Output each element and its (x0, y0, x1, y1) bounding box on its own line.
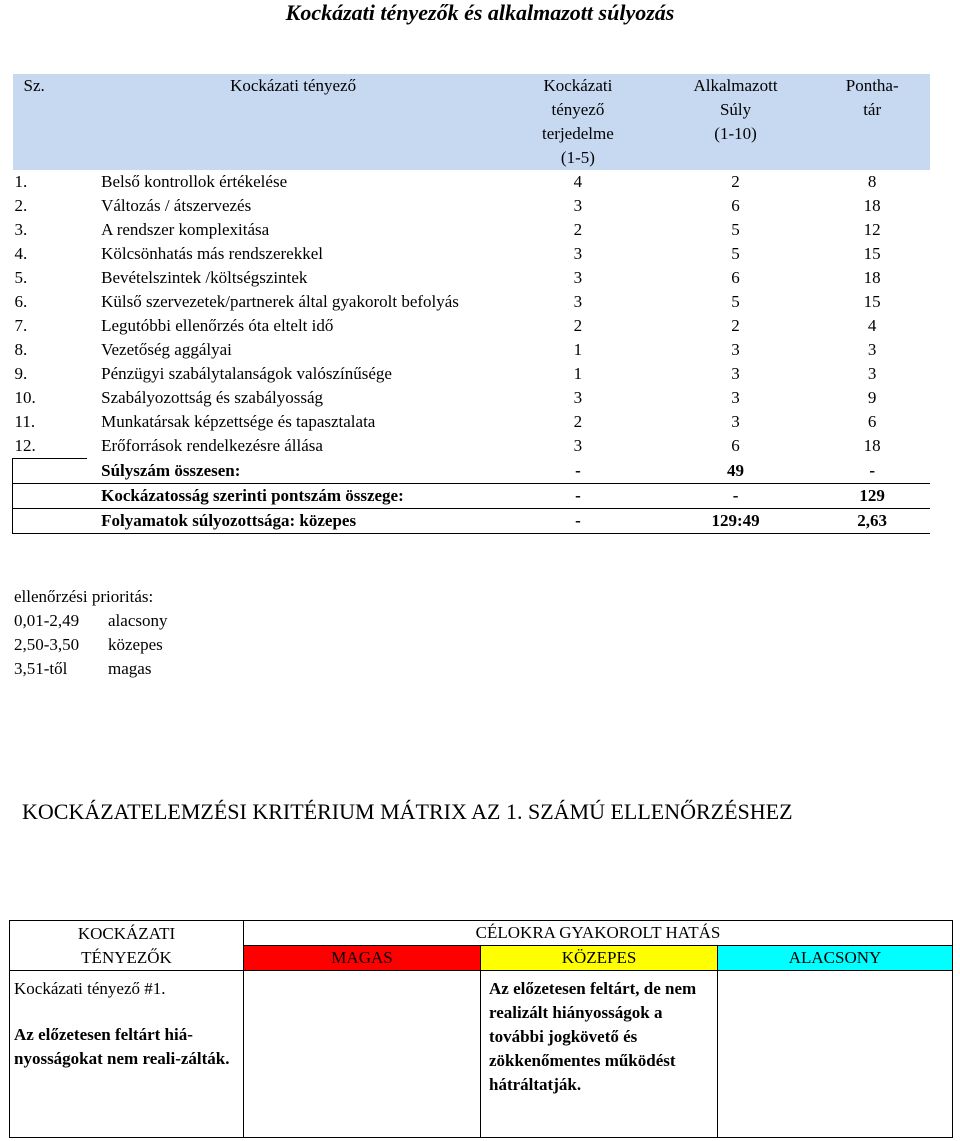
row-extent: 1 (573, 340, 583, 359)
row-number: 11. (14, 412, 36, 431)
row-score: 8 (867, 172, 877, 191)
priority-heading: ellenőrzési prioritás: (14, 587, 154, 606)
factor-name: Kockázati tényező #1. (14, 979, 166, 998)
row-extent: 3 (573, 436, 583, 455)
row-weight: 2 (731, 172, 740, 191)
row-factor: A rendszer komplexitása (101, 220, 270, 239)
table-row (13, 434, 931, 459)
row-score: 15 (863, 244, 881, 263)
row-number: 6. (14, 292, 28, 311)
page-title: Kockázati tényezők és alkalmazott súlyozás (285, 0, 675, 25)
row-score: 18 (863, 196, 881, 215)
row-score: 12 (863, 220, 881, 239)
row-number: 5. (14, 268, 28, 287)
priority-level-low (14, 609, 167, 633)
impact-level-low: ALACSONY (718, 946, 953, 971)
row-weight: 5 (731, 220, 740, 239)
summary-row (13, 459, 931, 484)
summary-weight: 129:49 (657, 508, 815, 533)
summary-score: 2,63 (814, 508, 930, 533)
summary-label: Folyamatok súlyozottsága: közepes (87, 508, 499, 533)
risk-criteria-matrix (9, 920, 953, 1138)
summary-spacer (13, 483, 88, 508)
priority-legend (14, 585, 167, 681)
row-extent: 1 (573, 364, 583, 383)
summary-label: Súlyszám összesen: (87, 459, 499, 484)
matrix-cell-medium: Az előzetesen feltárt, de nem realizált hiányosságok a további jogkövető és zökkenőmentes működést hátráltatják. (481, 971, 718, 1138)
summary-row (13, 483, 931, 508)
row-extent: 3 (573, 388, 583, 407)
row-weight: 6 (731, 268, 740, 287)
risk-factor-table (12, 74, 930, 534)
table-row (13, 170, 931, 194)
summary-score: - (814, 459, 930, 484)
table-row (13, 218, 931, 242)
col-header-num: Sz. (13, 74, 88, 170)
row-score: 4 (867, 316, 877, 335)
row-extent: 3 (573, 196, 583, 215)
col-header-weight: Alkalmazott Súly (1-10) (657, 74, 815, 170)
summary-weight: - (657, 483, 815, 508)
matrix-header-factors: KOCKÁZATI TÉNYEZŐK (10, 921, 244, 971)
row-weight: 6 (731, 196, 740, 215)
row-extent: 4 (573, 172, 583, 191)
col-header-extent: Kockázati tényező terjedelme (1-5) (499, 74, 657, 170)
summary-extent: - (499, 483, 657, 508)
table-row (13, 266, 931, 290)
row-extent: 3 (573, 292, 583, 311)
row-extent: 2 (573, 220, 583, 239)
row-factor: Kölcsönhatás más rendszerekkel (101, 244, 323, 263)
col-header-score: Pontha- tár (814, 74, 930, 170)
matrix-title: KOCKÁZATELEMZÉSI KRITÉRIUM MÁTRIX AZ 1. SZÁMÚ ELLENŐRZÉSHEZ (22, 799, 793, 824)
row-number: 4. (14, 244, 28, 263)
row-number: 7. (14, 316, 28, 335)
summary-spacer (13, 508, 88, 533)
table-row (13, 314, 931, 338)
row-number: 1. (14, 172, 28, 191)
row-score: 3 (867, 340, 877, 359)
matrix-cell-high (244, 971, 481, 1138)
summary-row (13, 508, 931, 533)
matrix-cell-factor (10, 971, 244, 1138)
row-weight: 5 (731, 292, 740, 311)
matrix-header-impact: CÉLOKRA GYAKOROLT HATÁS (244, 921, 953, 946)
table-row (13, 362, 931, 386)
factor-description: Az előzetesen feltárt hiá-nyosságokat nem reali-zálták. (14, 1025, 230, 1068)
row-score: 6 (867, 412, 877, 431)
risk-table-body (13, 170, 931, 533)
summary-extent: - (499, 459, 657, 484)
summary-score: 129 (814, 483, 930, 508)
table-row (13, 194, 931, 218)
row-weight: 5 (731, 244, 740, 263)
row-factor: Vezetőség aggályai (101, 340, 232, 359)
summary-spacer (13, 459, 88, 484)
table-row (13, 338, 931, 362)
row-score: 15 (863, 292, 881, 311)
row-factor: Bevételszintek /költségszintek (101, 268, 308, 287)
table-row (13, 290, 931, 314)
row-score: 18 (863, 268, 881, 287)
row-weight: 3 (731, 364, 740, 383)
row-number: 8. (14, 340, 28, 359)
row-score: 18 (863, 436, 881, 455)
priority-range: 0,01-2,49 (14, 611, 80, 630)
priority-level-high (14, 657, 167, 681)
row-factor: Legutóbbi ellenőrzés óta eltelt idő (101, 316, 334, 335)
matrix-cell-low (718, 971, 953, 1138)
col-header-factor: Kockázati tényező (87, 74, 499, 170)
row-weight: 6 (731, 436, 740, 455)
row-extent: 2 (573, 316, 583, 335)
table-row (13, 410, 931, 434)
row-number: 10. (14, 388, 36, 407)
table-row (13, 242, 931, 266)
table-row (13, 386, 931, 410)
row-score: 9 (867, 388, 877, 407)
row-number: 2. (14, 196, 28, 215)
row-weight: 3 (731, 412, 740, 431)
row-factor: Változás / átszervezés (101, 196, 252, 215)
priority-label: magas (108, 659, 152, 678)
row-extent: 3 (573, 244, 583, 263)
row-number: 9. (14, 364, 28, 383)
row-extent: 3 (573, 268, 583, 287)
summary-extent: - (499, 508, 657, 533)
row-extent: 2 (573, 412, 583, 431)
row-factor: Belső kontrollok értékelése (101, 172, 288, 191)
summary-weight: 49 (657, 459, 815, 484)
row-factor: Külső szervezetek/partnerek által gyakorolt befolyás (101, 292, 459, 311)
impact-level-medium: KÖZEPES (481, 946, 718, 971)
row-factor: Erőforrások rendelkezésre állása (101, 436, 323, 455)
impact-level-high: MAGAS (244, 946, 481, 971)
row-score: 3 (867, 364, 877, 383)
row-factor: Szabályozottság és szabályosság (101, 388, 323, 407)
summary-label: Kockázatosság szerinti pontszám összege: (87, 483, 499, 508)
priority-label: közepes (108, 635, 163, 654)
priority-label: alacsony (108, 611, 168, 630)
row-factor: Pénzügyi szabálytalanságok valószínűsége (101, 364, 392, 383)
priority-level-mid (14, 633, 167, 657)
priority-range: 3,51-től (14, 659, 68, 678)
row-weight: 3 (731, 340, 740, 359)
priority-range: 2,50-3,50 (14, 635, 80, 654)
row-weight: 3 (731, 388, 740, 407)
row-number: 3. (14, 220, 28, 239)
row-weight: 2 (731, 316, 740, 335)
row-number: 12. (14, 436, 36, 455)
row-factor: Munkatársak képzettsége és tapasztalata (101, 412, 376, 431)
table-header-row (13, 74, 931, 170)
